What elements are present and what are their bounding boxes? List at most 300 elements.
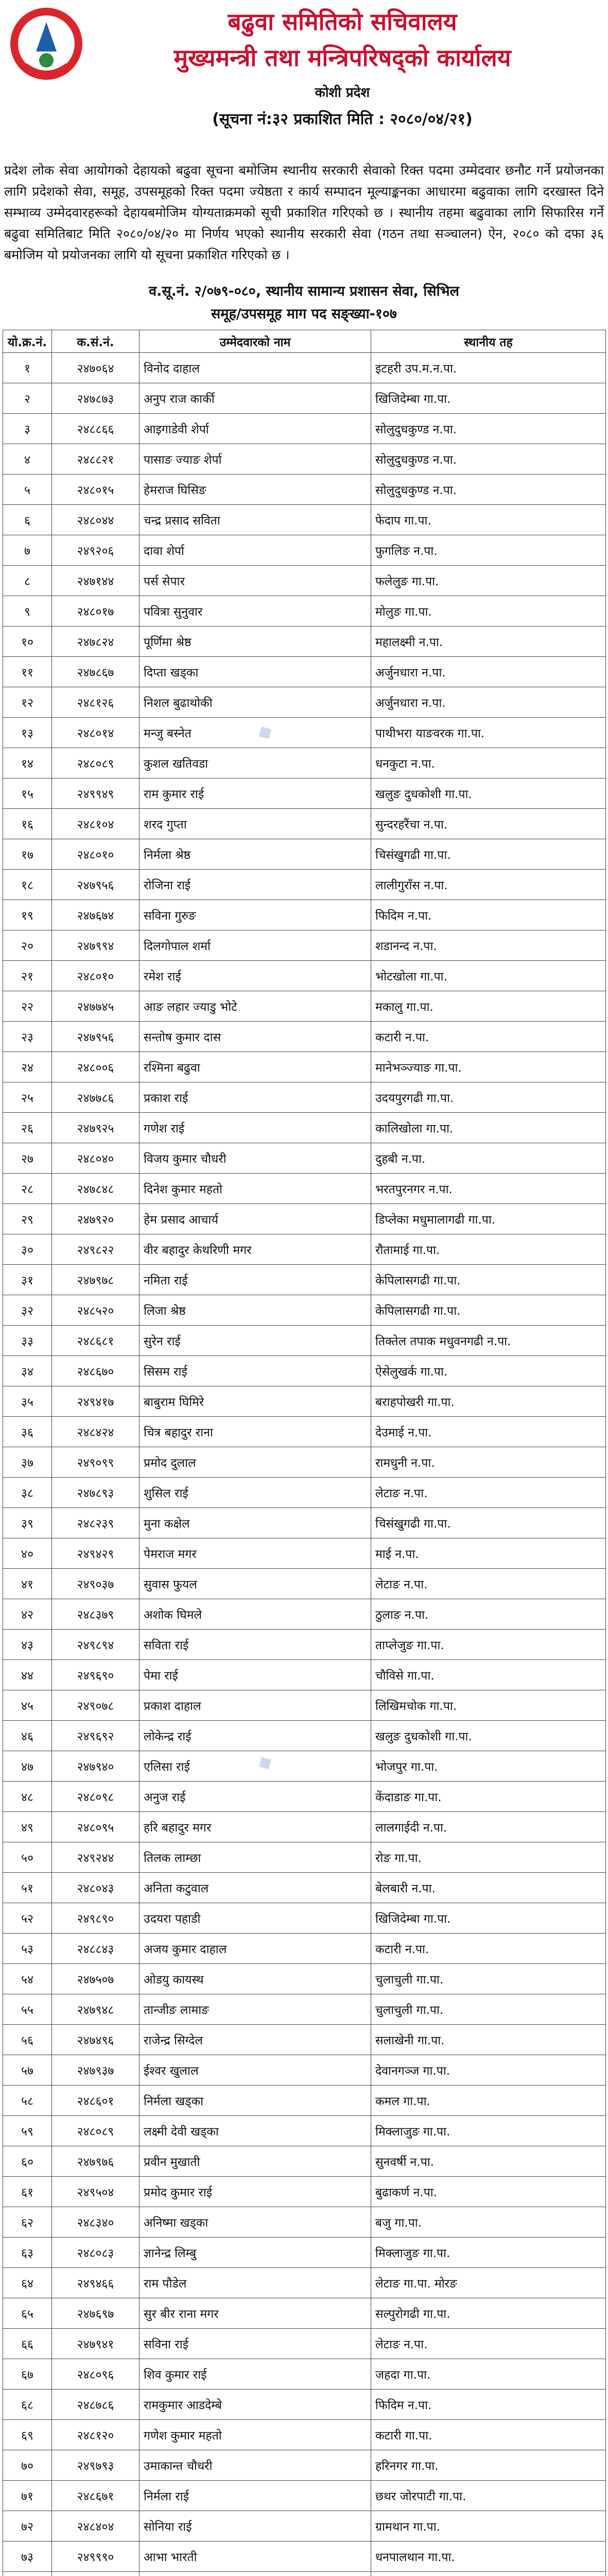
row-roll-number: २४८४०४	[52, 2511, 140, 2541]
row-candidate-name: सन्तोष कुमार दास	[140, 1022, 371, 1052]
row-roll-number: २४८०९५	[52, 1812, 140, 1842]
row-sn	[3, 2572, 52, 2576]
row-sn: ३२	[3, 1295, 52, 1326]
table-row	[3, 353, 606, 383]
row-local-level: सोलुदुधकुण्ड न.पा.	[371, 414, 606, 444]
row-candidate-name: बाबुराम घिमिरे	[140, 1386, 371, 1417]
table-row	[3, 2116, 606, 2146]
row-local-level: फिदिम न.पा.	[371, 900, 606, 930]
row-local-level: भोटखोला गा.पा.	[371, 961, 606, 991]
row-local-level: कटारी गा.पा.	[371, 2420, 606, 2450]
group1-subtitle: समूह/उपसमूह माग पद सङ्ख्या-१०७	[211, 306, 397, 322]
row-candidate-name: चन्द्र प्रसाद सविता	[140, 505, 371, 535]
table-row	[3, 1113, 606, 1143]
row-local-level: भोजपुर गा.पा.	[371, 1751, 606, 1782]
row-local-level: फलेलुङ गा.पा.	[371, 566, 606, 596]
table-row	[3, 1052, 606, 1082]
row-roll-number: २४८१२०	[52, 2420, 140, 2450]
table-row	[3, 900, 606, 930]
table-row	[3, 1022, 606, 1052]
table-row	[3, 2086, 606, 2116]
row-local-level: बजु गा.पा.	[371, 2207, 606, 2238]
row-local-level: छथर जोरपाटी गा.पा.	[371, 2481, 606, 2511]
row-local-level: धनकुटा न.पा.	[371, 748, 606, 778]
row-roll-number: २४७९७८	[52, 1265, 140, 1295]
table-row	[3, 2025, 606, 2055]
table-row	[3, 2420, 606, 2450]
row-roll-number: २४८०१०	[52, 839, 140, 870]
table-row	[3, 1690, 606, 1721]
table-row	[3, 839, 606, 870]
column-header-name: उम्मेदवारको नाम	[140, 330, 371, 353]
row-roll-number: २४८०१४	[52, 718, 140, 748]
row-candidate-name: दिनेश कुमार महतो	[140, 1174, 371, 1204]
table-row	[3, 1630, 606, 1660]
table-row	[3, 444, 606, 474]
table-row	[3, 687, 606, 718]
row-roll-number: २४७६७४	[52, 900, 140, 930]
row-sn: ४४	[3, 1660, 52, 1690]
table-row	[3, 2450, 606, 2481]
row-local-level: मकालु गा.पा.	[371, 991, 606, 1022]
row-local-level: चुलाचुली गा.पा.	[371, 1994, 606, 2025]
row-local-level: अर्जुनधारा न.पा.	[371, 657, 606, 687]
row-sn: १	[3, 353, 52, 383]
row-sn: ४७	[3, 1751, 52, 1782]
row-local-level: मिक्लाजुङ गा.पा.	[371, 2116, 606, 2146]
row-candidate-name: कुशल खतिवडा	[140, 748, 371, 778]
row-candidate-name: तान्जीङ लामाङ	[140, 1994, 371, 2025]
row-candidate-name: उमाकान्त चौधरी	[140, 2450, 371, 2481]
table-row	[3, 1204, 606, 1234]
table-row	[3, 2055, 606, 2086]
row-local-level: केपिलासगढी गा.पा.	[371, 1265, 606, 1295]
table-row	[3, 1508, 606, 1538]
row-roll-number: २४८१२६	[52, 687, 140, 718]
row-sn: ५१	[3, 1873, 52, 1903]
table-row	[3, 2541, 606, 2572]
row-candidate-name: पूर्णिमा श्रेष्ठ	[140, 626, 371, 657]
row-sn: २६	[3, 1113, 52, 1143]
row-sn: ४५	[3, 1690, 52, 1721]
row-sn: ७१	[3, 2481, 52, 2511]
row-roll-number: २४८०८९	[52, 748, 140, 778]
row-roll-number: २४७४९६	[52, 2025, 140, 2055]
row-roll-number: २४७८२४	[52, 626, 140, 657]
row-sn: ५४	[3, 1964, 52, 1994]
row-local-level: माई न.पा.	[371, 1538, 606, 1569]
row-candidate-name: अनिता कटुवाल	[140, 1873, 371, 1903]
table-row	[3, 2146, 606, 2177]
row-candidate-name: मन्जु बस्नेत	[140, 718, 371, 748]
row-local-level: मानेभञ्ज्याङ गा.पा.	[371, 1052, 606, 1082]
row-sn: ४२	[3, 1599, 52, 1630]
row-sn: ६९	[3, 2420, 52, 2450]
table-row	[3, 1721, 606, 1751]
table-row	[3, 626, 606, 657]
row-sn: ६८	[3, 2389, 52, 2420]
row-candidate-name: नमिता राई	[140, 1265, 371, 1295]
row-local-level: ताप्लेजुङ गा.पा.	[371, 1630, 606, 1660]
row-sn: ३	[3, 414, 52, 444]
row-local-level: चिसंखुगढी गा.पा.	[371, 839, 606, 870]
row-roll-number: २४७८९३	[52, 1478, 140, 1508]
row-local-level: देवानगञ्ज गा.पा.	[371, 2055, 606, 2086]
row-candidate-name: एलिसा राई	[140, 1751, 371, 1782]
row-candidate-name: सविना गुरुङ	[140, 900, 371, 930]
row-candidate-name: गणेश राई	[140, 1113, 371, 1143]
row-candidate-name: पेमा राई	[140, 1660, 371, 1690]
row-sn: २३	[3, 1022, 52, 1052]
row-candidate-name: प्रवीन मुखाती	[140, 2146, 371, 2177]
table-row	[3, 2389, 606, 2420]
row-roll-number: २४८४२४	[52, 1417, 140, 1447]
row-candidate-name: सविना राई	[140, 2329, 371, 2359]
row-roll-number: २४९६९०	[52, 1660, 140, 1690]
row-candidate-name: शुसिल राई	[140, 1478, 371, 1508]
row-sn: ३०	[3, 1234, 52, 1265]
row-sn: ६	[3, 505, 52, 535]
row-local-level	[371, 2572, 606, 2576]
row-local-level: केंदाडाङ गा.पा.	[371, 1782, 606, 1812]
row-roll-number: २४९७९३	[52, 2450, 140, 2481]
row-roll-number: २४७०६४	[52, 353, 140, 383]
row-local-level: शडानन्द न.पा.	[371, 930, 606, 961]
table-row	[3, 1447, 606, 1478]
row-sn: ३३	[3, 1326, 52, 1356]
table-row	[3, 2572, 606, 2576]
table-row	[3, 1386, 606, 1417]
row-roll-number: २४९८९४	[52, 1630, 140, 1660]
row-roll-number: २४७९३७	[52, 2055, 140, 2086]
row-local-level: महालक्ष्मी न.पा.	[371, 626, 606, 657]
row-local-level: चुलाचुली गा.पा.	[371, 1964, 606, 1994]
row-local-level: रोङ गा.पा.	[371, 1842, 606, 1873]
row-candidate-name: चित्र बहादुर राना	[140, 1417, 371, 1447]
row-local-level: लेटाङ गा.पा. मोरङ	[371, 2268, 606, 2298]
row-local-level: मिक्लाजुङ गा.पा.	[371, 2238, 606, 2268]
row-sn: ६६	[3, 2329, 52, 2359]
row-local-level: ऐसेलुखर्क गा.पा.	[371, 1356, 606, 1386]
row-roll-number: २४८०८३	[52, 2238, 140, 2268]
table-row	[3, 961, 606, 991]
table-row	[3, 505, 606, 535]
row-candidate-name: निर्मला श्रेष्ठ	[140, 839, 371, 870]
row-sn: ६७	[3, 2359, 52, 2389]
province-name: कोशी प्रदेश	[315, 85, 370, 100]
row-roll-number: २४८७८६	[52, 2389, 140, 2420]
row-candidate-name: हरि बहादुर मगर	[140, 1812, 371, 1842]
row-local-level: खलुङ दुधकोशी गा.पा.	[371, 1721, 606, 1751]
row-sn: ४३	[3, 1630, 52, 1660]
row-roll-number: २४८०९८	[52, 1782, 140, 1812]
table-row	[3, 809, 606, 839]
row-sn: ४०	[3, 1538, 52, 1569]
row-local-level: ठुलाङ न.पा.	[371, 1599, 606, 1630]
row-candidate-name: राम पौडेल	[140, 2268, 371, 2298]
row-roll-number: २४८००६	[52, 1052, 140, 1082]
candidate-table	[3, 330, 606, 2576]
group1-title: व.सू.नं. २/०७९-०८०, स्थानीय सामान्य प्रशासन सेवा, सिभिल	[149, 283, 459, 299]
row-roll-number: २४७९४८	[52, 1994, 140, 2025]
table-row	[3, 1356, 606, 1386]
row-roll-number: २४७९५६	[52, 870, 140, 900]
row-sn: ४६	[3, 1721, 52, 1751]
table-row	[3, 2268, 606, 2298]
table-row	[3, 1295, 606, 1326]
table-row	[3, 1964, 606, 1994]
row-candidate-name: विनोद दाहाल	[140, 353, 371, 383]
row-local-level: सल्पुरोगढी गा.पा.	[371, 2298, 606, 2329]
row-candidate-name: पवित्रा सुनुवार	[140, 596, 371, 626]
row-roll-number: २४८३७९	[52, 1599, 140, 1630]
table-row	[3, 1478, 606, 1508]
row-local-level: लालीगुराँस न.पा.	[371, 870, 606, 900]
row-local-level: फुगलिङ न.पा.	[371, 535, 606, 566]
row-roll-number: २४७८६७	[52, 657, 140, 687]
row-sn: ९	[3, 596, 52, 626]
row-candidate-name: विजय कुमार चौधरी	[140, 1143, 371, 1174]
row-roll-number: २४७८७३	[52, 383, 140, 414]
row-candidate-name	[140, 2572, 371, 2576]
table-row	[3, 930, 606, 961]
row-roll-number: २४७९२०	[52, 1204, 140, 1234]
row-sn: १०	[3, 626, 52, 657]
row-local-level: फिदिम न.पा.	[371, 2389, 606, 2420]
row-local-level: उदयपुरगढी गा.पा.	[371, 1082, 606, 1113]
table-row	[3, 1174, 606, 1204]
row-sn: ५८	[3, 2086, 52, 2116]
row-sn: २	[3, 383, 52, 414]
row-candidate-name: पर्स सेपार	[140, 566, 371, 596]
row-roll-number: २४९९४९	[52, 778, 140, 809]
table-row	[3, 870, 606, 900]
table-row	[3, 991, 606, 1022]
row-roll-number: २४७८४८	[52, 1174, 140, 1204]
nepal-emblem-icon	[5, 3, 88, 85]
row-candidate-name: दिप्ता खड्का	[140, 657, 371, 687]
row-sn: ५९	[3, 2116, 52, 2146]
row-roll-number: २४९०३७	[52, 1569, 140, 1599]
row-sn: ५५	[3, 1994, 52, 2025]
row-roll-number: २४७७८६	[52, 1082, 140, 1113]
table-row	[3, 1994, 606, 2025]
row-sn: ६३	[3, 2238, 52, 2268]
table-row	[3, 1903, 606, 1934]
row-candidate-name: ज्ञानेन्द्र लिम्बु	[140, 2238, 371, 2268]
row-local-level: धनपालथान गा.पा.	[371, 2541, 606, 2572]
row-local-level: कटारी न.पा.	[371, 1022, 606, 1052]
row-sn: १५	[3, 778, 52, 809]
row-roll-number: २४९०९९	[52, 1447, 140, 1478]
row-roll-number	[52, 2572, 140, 2576]
office-name-title: मुख्यमन्त्री तथा मन्त्रिपरिषद्को कार्यालय	[173, 44, 511, 72]
row-local-level: डिप्लेका मधुमालागढी गा.पा.	[371, 1204, 606, 1234]
row-local-level: ग्रामथान गा.पा.	[371, 2511, 606, 2541]
row-sn: ७२	[3, 2511, 52, 2541]
notice-number-date: (सूचना नं:३२ प्रकाशित मिति : २०८०/०४/२१)	[212, 110, 473, 128]
row-candidate-name: अनुज राई	[140, 1782, 371, 1812]
row-candidate-name: अजय कुमार दाहाल	[140, 1934, 371, 1964]
row-candidate-name: रमेश राई	[140, 961, 371, 991]
row-roll-number: २४८८४३	[52, 1934, 140, 1964]
row-local-level: चौविसे गा.पा.	[371, 1660, 606, 1690]
row-candidate-name: शिव कुमार राई	[140, 2359, 371, 2389]
row-sn: ३४	[3, 1356, 52, 1386]
table-row	[3, 2298, 606, 2329]
row-roll-number: २४७५०७	[52, 1964, 140, 1994]
row-local-level: कालिखोला गा.पा.	[371, 1113, 606, 1143]
row-sn: ४९	[3, 1812, 52, 1842]
table-row	[3, 2238, 606, 2268]
row-local-level: भरतपुरनगर न.पा.	[371, 1174, 606, 1204]
table-row	[3, 2511, 606, 2541]
row-sn: २७	[3, 1143, 52, 1174]
row-candidate-name: रामकुमार आडदेम्बे	[140, 2389, 371, 2420]
row-candidate-name: ओडयु कायस्थ	[140, 1964, 371, 1994]
row-roll-number: २४७६९७	[52, 2298, 140, 2329]
column-header-roll: क.सं.नं.	[52, 330, 140, 353]
row-candidate-name: रोजिना राई	[140, 870, 371, 900]
row-sn: ४	[3, 444, 52, 474]
row-candidate-name: गणेश कुमार महतो	[140, 2420, 371, 2450]
table-row	[3, 2481, 606, 2511]
table-row	[3, 1569, 606, 1599]
row-roll-number: २४७९७६	[52, 2146, 140, 2177]
row-roll-number: २४९४६६	[52, 2268, 140, 2298]
row-sn: ६५	[3, 2298, 52, 2329]
row-roll-number: २४७९२५	[52, 1113, 140, 1143]
row-local-level: तिक्तेल तपाक मधुवनगढी न.पा.	[371, 1326, 606, 1356]
row-sn: ५३	[3, 1934, 52, 1964]
row-sn: ३६	[3, 1417, 52, 1447]
row-sn: ७३	[3, 2541, 52, 2572]
row-candidate-name: ईश्वर खुलाल	[140, 2055, 371, 2086]
row-local-level: बेलबारी न.पा.	[371, 1873, 606, 1903]
intro-paragraph: प्रदेश लोक सेवा आयोगको देहायको बढुवा सूचना बमोजिम स्थानीय सरकारी सेवाको रिक्त पदमा उम्मेदवार छनौट गर्ने प्रयोजनका लागि प्रदेशको सेवा, समूह, उपसमूहको रिक्त पदमा ज्येष्ठता र कार्य सम्पादन मूल्याङ्कनका आधारमा बढुवाका लागि दरखास्त दिने सम्भाव्य उम्मेदवारहरूको देहायबमोजिम योग्यताक्रमको सूची प्रकाशित गरिएको छ । स्थानीय तहमा बढुवाका लागि सिफारिस गर्ने बढुवा समितिबाट मिति २०८०/०४/२० मा निर्णय भएको स्थानीय सरकारी सेवा (गठन तथा सञ्चालन) ऐन, २०८० को दफा ३६ बमोजिम यो प्रयोजनका लागि यो सूचना प्रकाशित गरिएको छ ।	[4, 163, 604, 262]
row-candidate-name: दिलगोपाल शर्मा	[140, 930, 371, 961]
row-local-level: सोलुदुधकुण्ड न.पा.	[371, 444, 606, 474]
row-roll-number: २४८८२१	[52, 444, 140, 474]
row-local-level: रामधुनी न.पा.	[371, 1447, 606, 1478]
row-roll-number: २४९८२२	[52, 1234, 140, 1265]
row-local-level: हरिनगर गा.पा.	[371, 2450, 606, 2481]
row-sn: १६	[3, 809, 52, 839]
table-row	[3, 718, 606, 748]
row-candidate-name: अनुप राज कार्की	[140, 383, 371, 414]
row-local-level: देउमाई न.पा.	[371, 1417, 606, 1447]
row-roll-number: २४९४२९	[52, 1538, 140, 1569]
table-row	[3, 1234, 606, 1265]
row-sn: ६४	[3, 2268, 52, 2298]
row-candidate-name: निशल बुढाथोकी	[140, 687, 371, 718]
row-local-level: खिजिदेम्बा गा.पा.	[371, 1903, 606, 1934]
row-candidate-name: हेम प्रसाद आचार्य	[140, 1204, 371, 1234]
row-sn: १४	[3, 748, 52, 778]
row-candidate-name: लिजा श्रेष्ठ	[140, 1295, 371, 1326]
table-row	[3, 778, 606, 809]
row-candidate-name: अशोक घिमले	[140, 1599, 371, 1630]
row-sn: १९	[3, 900, 52, 930]
row-roll-number: २४८१०४	[52, 809, 140, 839]
table-row	[3, 383, 606, 414]
row-sn: ३८	[3, 1478, 52, 1508]
row-local-level: फेदाप गा.पा.	[371, 505, 606, 535]
row-candidate-name: प्रकाश दाहाल	[140, 1690, 371, 1721]
row-sn: ५२	[3, 1903, 52, 1934]
row-local-level: खिजिदेम्बा गा.पा.	[371, 383, 606, 414]
notice-header	[0, 0, 608, 155]
table-row	[3, 2207, 606, 2238]
table-row	[3, 1143, 606, 1174]
row-roll-number: २४८५२०	[52, 1295, 140, 1326]
row-candidate-name: निर्मला खड्का	[140, 2086, 371, 2116]
row-sn: १७	[3, 839, 52, 870]
table-row	[3, 1873, 606, 1903]
table-row	[3, 1812, 606, 1842]
row-candidate-name: आइगाडेवी शेर्पा	[140, 414, 371, 444]
row-roll-number: २४८६८१	[52, 1326, 140, 1356]
table-row	[3, 414, 606, 444]
row-sn: २०	[3, 930, 52, 961]
row-local-level: सोलुदुधकुण्ड न.पा.	[371, 474, 606, 505]
row-local-level: लालगाईदी न.पा.	[371, 1812, 606, 1842]
table-row	[3, 596, 606, 626]
row-roll-number: २४८०४०	[52, 1143, 140, 1174]
column-header-sn: यो.क्र.नं.	[3, 330, 52, 353]
row-candidate-name: सोनिया राई	[140, 2511, 371, 2541]
row-roll-number: २४७९४१	[52, 2329, 140, 2359]
row-local-level: खलुङ दुधकोशी गा.पा.	[371, 778, 606, 809]
row-roll-number: २४९२०६	[52, 535, 140, 566]
table-row	[3, 474, 606, 505]
row-candidate-name: सुर बीर राना मगर	[140, 2298, 371, 2329]
table-header-row	[3, 330, 606, 353]
row-candidate-name: राजेन्द्र सिग्देल	[140, 2025, 371, 2055]
row-sn: ५६	[3, 2025, 52, 2055]
row-candidate-name: प्रमोद कुमार राई	[140, 2177, 371, 2207]
row-roll-number: २४८०८९	[52, 2116, 140, 2146]
row-sn: ५७	[3, 2055, 52, 2086]
row-local-level: कटारी न.पा.	[371, 1934, 606, 1964]
row-sn: १३	[3, 718, 52, 748]
row-candidate-name: निर्मला राई	[140, 2481, 371, 2511]
row-roll-number: २४८६७१	[52, 2481, 140, 2511]
column-header-office: स्थानीय तह	[371, 330, 606, 353]
table-row	[3, 1660, 606, 1690]
table-row	[3, 1599, 606, 1630]
row-candidate-name: दावा शेर्पा	[140, 535, 371, 566]
row-roll-number: २४८८६६	[52, 414, 140, 444]
row-roll-number: २४८२३९	[52, 1508, 140, 1538]
row-candidate-name: वीर बहादुर केथरिणी मगर	[140, 1234, 371, 1265]
table-row	[3, 1417, 606, 1447]
row-roll-number: २४९५०४	[52, 2177, 140, 2207]
table-row	[3, 535, 606, 566]
row-local-level: रौतामाई गा.पा.	[371, 1234, 606, 1265]
office-secretariat-title: बढुवा समितिको सचिवालय	[228, 8, 457, 36]
row-sn: ८	[3, 566, 52, 596]
table-row	[3, 657, 606, 687]
row-local-level: बुढाकर्ण न.पा.	[371, 2177, 606, 2207]
row-local-level: अर्जुनधारा न.पा.	[371, 687, 606, 718]
row-local-level: सुन्दरहरैंचा न.पा.	[371, 809, 606, 839]
row-sn: ४१	[3, 1569, 52, 1599]
row-local-level: सलाखेनी गा.पा.	[371, 2025, 606, 2055]
table-row	[3, 2329, 606, 2359]
row-sn: ५	[3, 474, 52, 505]
row-candidate-name: पासाङ ज्याङ शेर्पा	[140, 444, 371, 474]
